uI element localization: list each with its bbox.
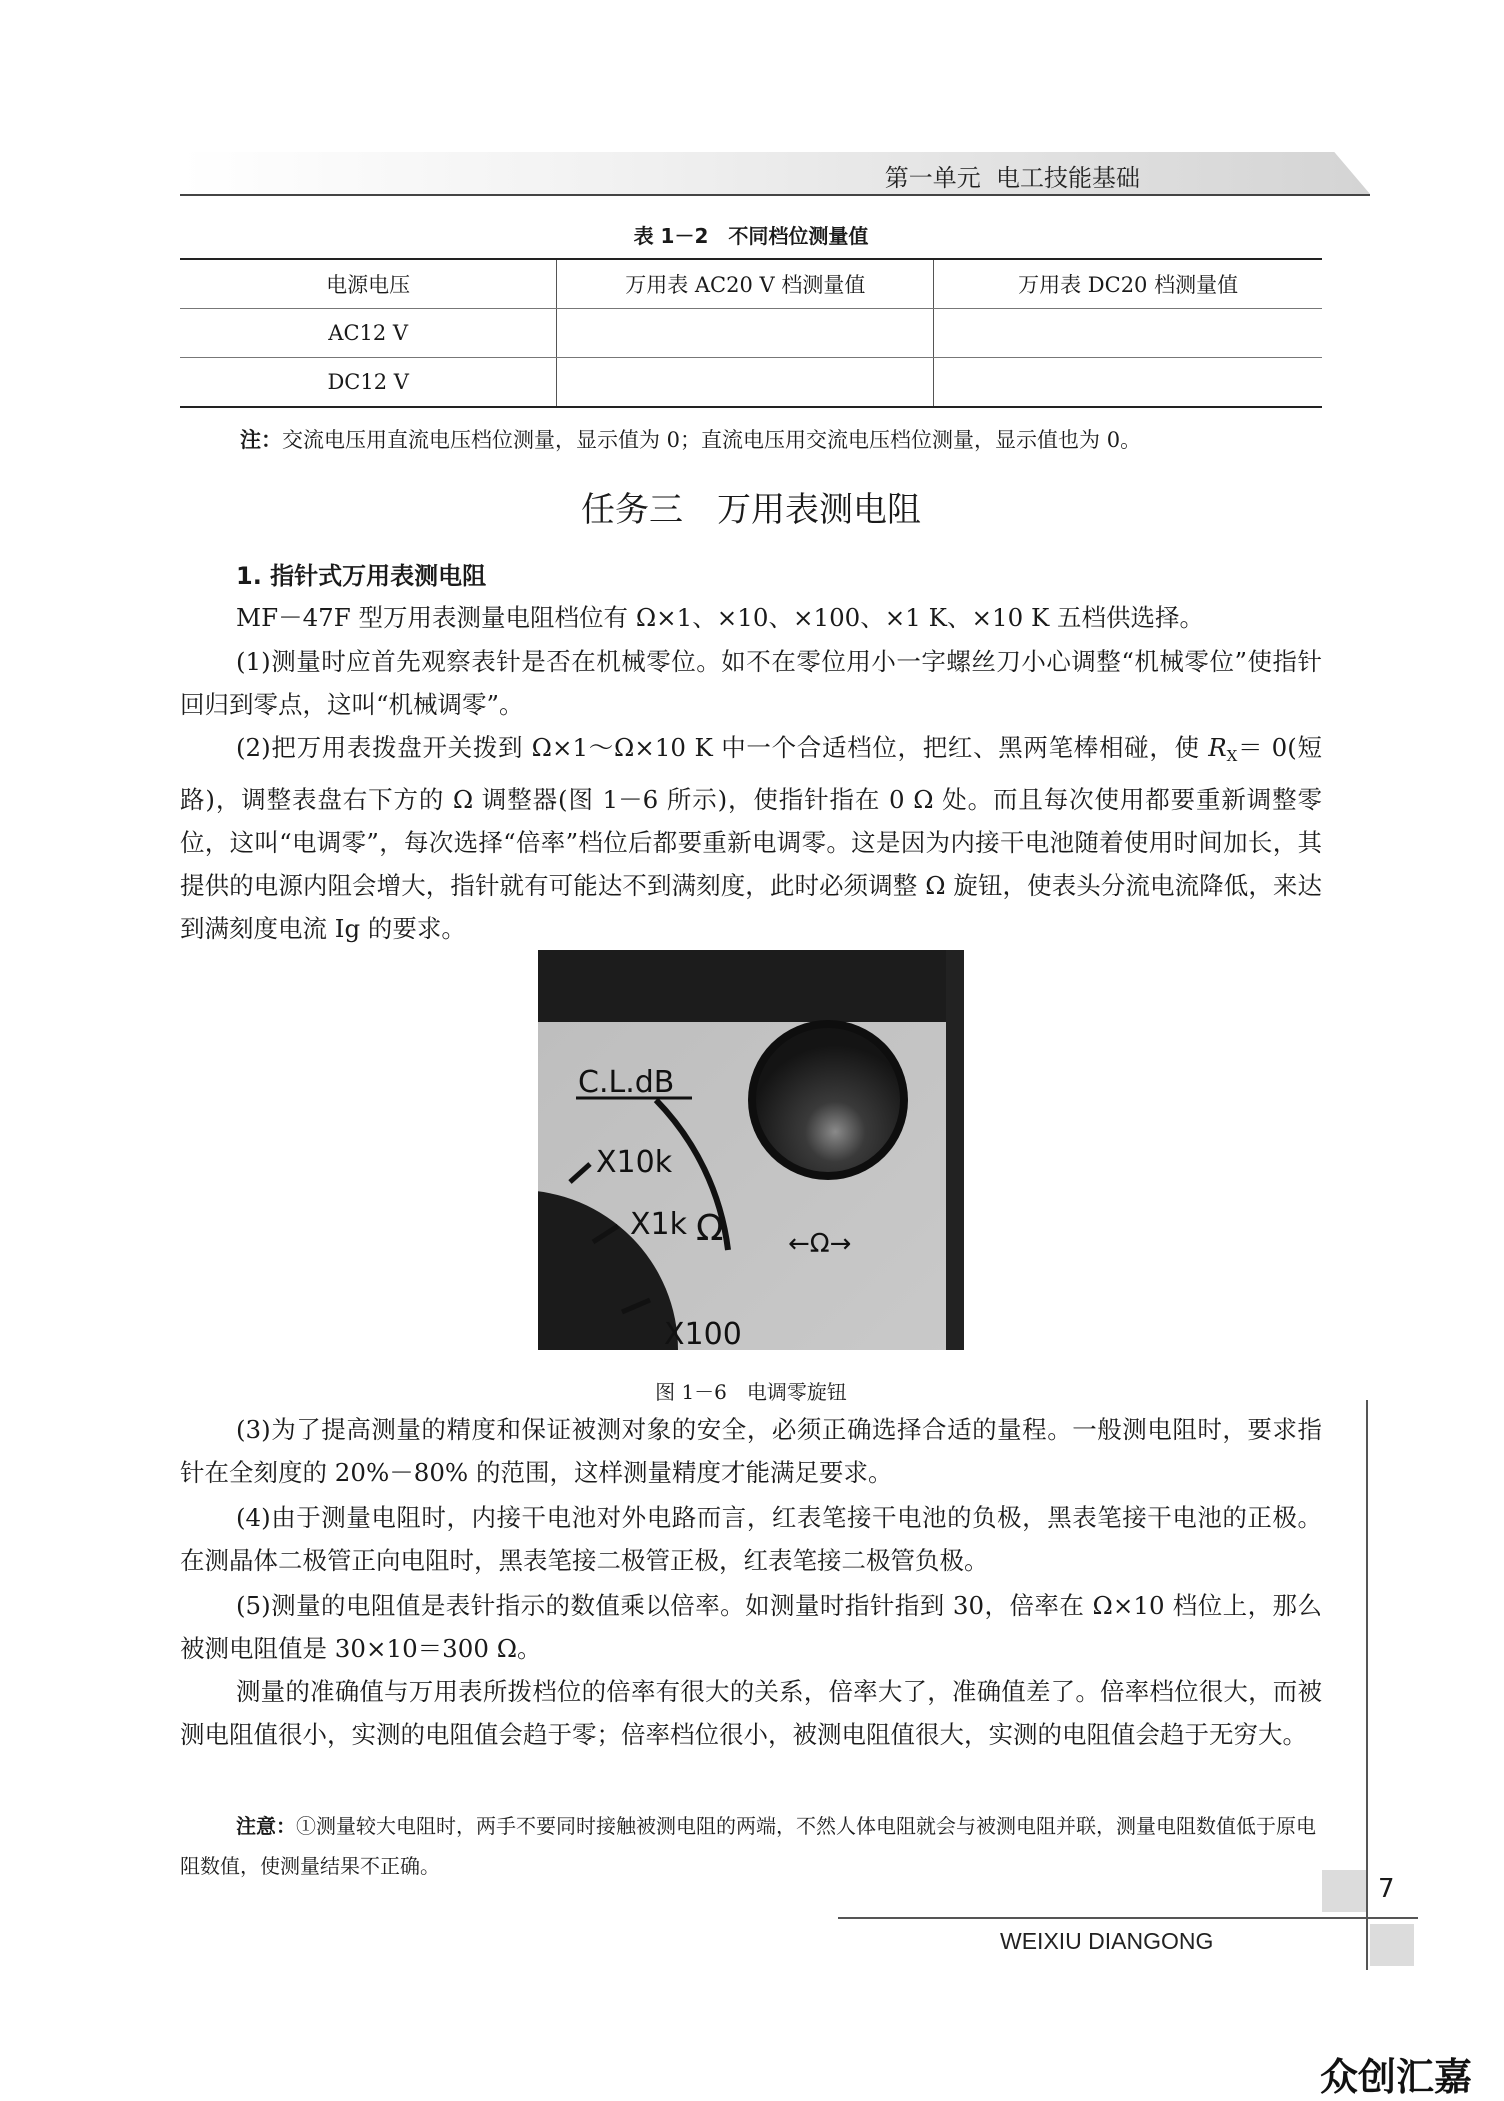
- page-number: 7: [1378, 1874, 1395, 1904]
- note-text: 交流电压用直流电压档位测量，显示值为 0；直流电压用交流电压档位测量，显示值也为 0。: [282, 428, 1142, 452]
- variable-subscript: X: [1226, 747, 1238, 765]
- table-cell: [557, 309, 934, 358]
- paragraph-text: ＝ 0(短路)，调整表盘右下方的 Ω 调整器(图 1－6 所示)，使指针指在 0 Ω 处。而且每次使用都要重新调整零位，这叫“电调零”，每次选择“倍率”档位后都要重新电调零。这是因为内接干电池随着使用时间加长，其提供的电源内阻会增大，指针就有可能达不到满刻度，此时必须调整 Ω 旋钮，使表头分流电流降低，来达到满刻度电流 Ig 的要求。: [180, 733, 1322, 943]
- table-cell: [934, 309, 1322, 358]
- paragraph: (3)为了提高测量的精度和保证被测对象的安全，必须正确选择合适的量程。一般测电阻时，要求指针在全刻度的 20%－80% 的范围，这样测量精度才能满足要求。: [180, 1415, 1322, 1487]
- figure-photo: [538, 950, 964, 1350]
- header-rule: [180, 194, 1370, 196]
- measurement-table: [180, 258, 1322, 408]
- figure-caption: 图 1－6 电调零旋钮: [655, 1380, 847, 1404]
- table-cell: [934, 358, 1322, 408]
- task-title: 任务三 万用表测电阻: [581, 490, 921, 530]
- column-header: 电源电压: [180, 259, 557, 309]
- paragraph: (4)由于测量电阻时，内接干电池对外电路而言，红表笔接干电池的负极，黑表笔接干电池的正极。在测晶体二极管正向电阻时，黑表笔接二极管正极，红表笔接二极管负极。: [180, 1503, 1322, 1575]
- table-header-row: [180, 259, 1322, 309]
- paragraph: (1)测量时应首先观察表针是否在机械零位。如不在零位用小一字螺丝刀小心调整“机械零位”使指针回归到零点，这叫“机械调零”。: [180, 647, 1322, 719]
- label-adjust: ←Ω→: [788, 1229, 852, 1259]
- paragraph: 测量的准确值与万用表所拨档位的倍率有很大的关系，倍率大了，准确值差了。倍率档位很大，而被测电阻值很小，实测的电阻值会趋于零；倍率档位很小，被测电阻值很大，实测的电阻值会趋于无穷大。: [180, 1677, 1322, 1749]
- section-heading: 1. 指针式万用表测电阻: [236, 562, 487, 590]
- note-text: ①测量较大电阻时，两手不要同时接触被测电阻的两端，不然人体电阻就会与被测电阻并联，测量电阻数值低于原电阻数值，使测量结果不正确。: [180, 1814, 1316, 1878]
- table-row: [180, 358, 1322, 408]
- right-bezel: [946, 950, 964, 1350]
- table-cell: AC12 V: [180, 309, 557, 358]
- label-x10k: X10k: [596, 1145, 673, 1180]
- note-label: 注意：: [236, 1814, 296, 1838]
- column-header: 万用表 AC20 V 档测量值: [557, 259, 934, 309]
- variable-r: R: [1208, 733, 1227, 762]
- footer-box: [1370, 1924, 1414, 1966]
- running-header: [180, 158, 1140, 193]
- paragraph: MF－47F 型万用表测量电阻档位有 Ω×1、×10、×100、×1 K、×10 K 五档供选择。: [236, 603, 1205, 632]
- label-omega: Ω: [696, 1208, 724, 1249]
- table-cell: [557, 358, 934, 408]
- note-label: 注：: [240, 428, 282, 452]
- label-cldb: C.L.dB: [578, 1065, 675, 1100]
- series-title: WEIXIU DIANGONG: [1000, 1928, 1214, 1954]
- table-row: [180, 309, 1322, 358]
- paragraph: [180, 726, 1322, 950]
- paragraph-text: (2)把万用表拨盘开关拨到 Ω×1～Ω×10 K 中一个合适档位，把红、黑两笔棒相碰，使: [236, 733, 1209, 762]
- table-note: [240, 424, 1330, 454]
- label-x100: X100: [664, 1317, 742, 1350]
- margin-rule: [1366, 1400, 1368, 1970]
- watermark: 众创汇嘉: [1320, 2055, 1473, 2099]
- header-title: 电工技能基础: [996, 164, 1140, 192]
- column-header: 万用表 DC20 档测量值: [934, 259, 1322, 309]
- knob: [756, 1028, 900, 1172]
- top-bezel: [538, 950, 964, 1022]
- paragraph: (5)测量的电阻值是表针指示的数值乘以倍率。如测量时指针指到 30，倍率在 Ω×10 档位上，那么被测电阻值是 30×10＝300 Ω。: [180, 1591, 1322, 1663]
- header-unit: 第一单元: [884, 164, 981, 192]
- label-x1k: X1k: [630, 1207, 688, 1242]
- footer-rule: [838, 1917, 1418, 1919]
- table-cell: DC12 V: [180, 358, 557, 408]
- caution-note: [180, 1806, 1322, 1886]
- page-number-box: [1322, 1870, 1366, 1912]
- table-caption: 表 1－2 不同档位测量值: [633, 224, 869, 248]
- knob-photo-drawing: [538, 950, 964, 1350]
